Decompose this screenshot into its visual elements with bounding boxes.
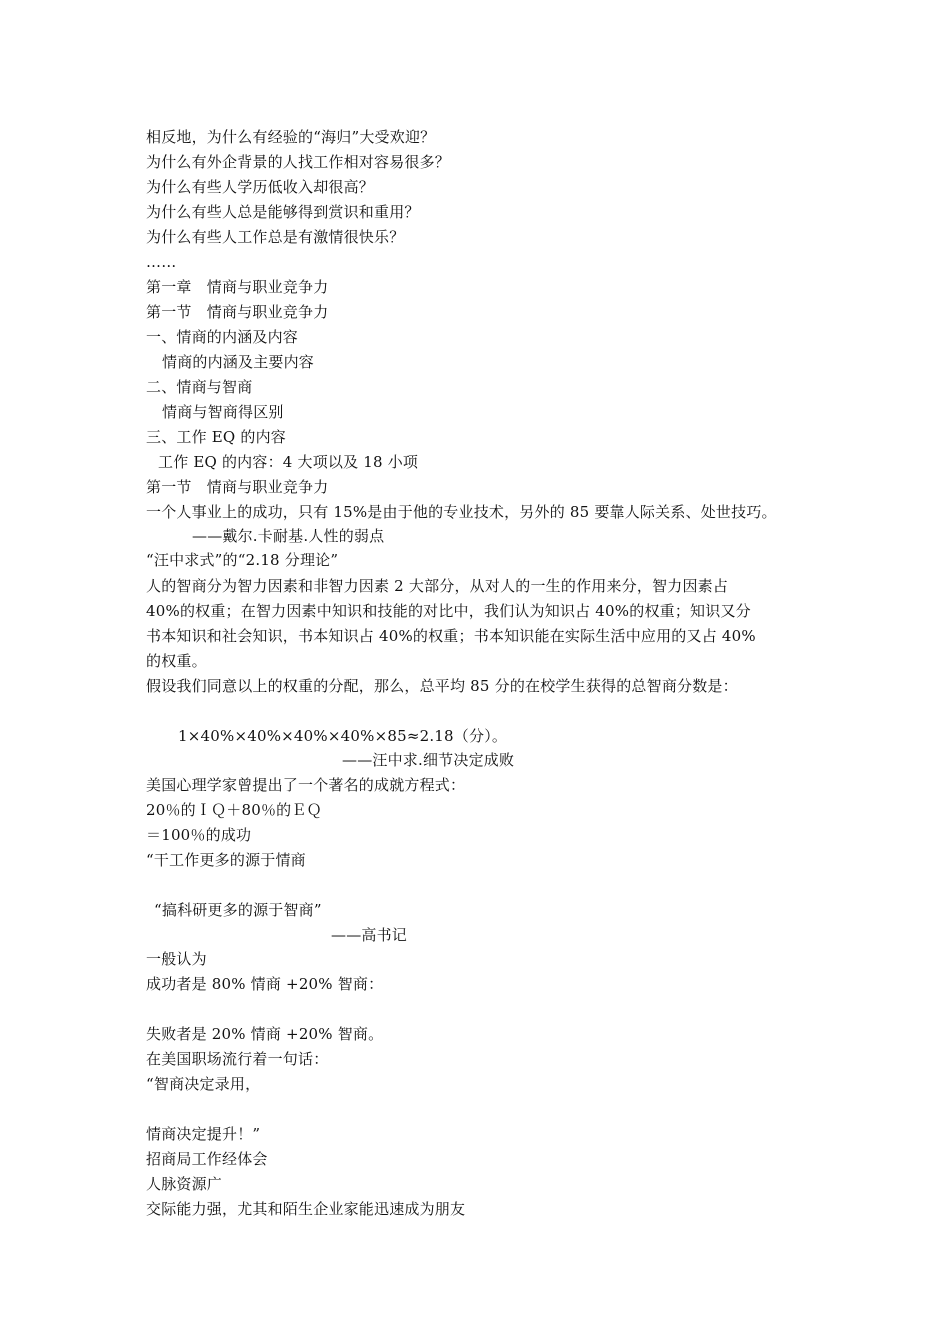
subsection-heading: 二、情商与智商	[146, 378, 253, 396]
text-line: 情商与智商得区别	[162, 403, 284, 421]
text-line: 情商决定提升！”	[146, 1125, 261, 1143]
text-line: 人脉资源广	[146, 1175, 223, 1193]
paragraph-line: 的权重。	[146, 652, 207, 670]
text-line: 招商局工作经体会	[146, 1150, 268, 1168]
subsection-heading: 三、工作 EQ 的内容	[146, 428, 286, 446]
text-line: 失败者是 20% 情商 +20% 智商。	[146, 1025, 384, 1043]
paragraph-line: 假设我们同意以上的权重的分配，那么，总平均 85 分的在校学生获得的总智商分数是：	[146, 677, 738, 695]
text-line: 在美国职场流行着一句话：	[146, 1050, 329, 1068]
quote-attribution: ——汪中求.细节决定成败	[342, 751, 515, 769]
text-line: “干工作更多的源于情商	[146, 851, 306, 869]
quote-attribution: ——戴尔.卡耐基.人性的弱点	[192, 527, 385, 545]
text-line: 为什么有些人总是能够得到赏识和重用？	[146, 203, 420, 221]
text-line: “搞科研更多的源于智商”	[154, 901, 322, 919]
ellipsis: ……	[146, 253, 177, 271]
subsection-heading: 一、情商的内涵及内容	[146, 328, 299, 346]
text-line: 交际能力强，尤其和陌生企业家能迅速成为朋友	[146, 1200, 466, 1218]
paragraph-line: 书本知识和社会知识，书本知识占 40%的权重；书本知识能在实际生活中应用的又占 40%	[146, 627, 756, 645]
text-line: “汪中求式”的“2.18 分理论”	[146, 551, 339, 569]
text-line: 为什么有些人学历低收入却很高？	[146, 178, 375, 196]
text-line: 20％的ＩＱ＋80％的ＥＱ	[146, 801, 322, 819]
text-line: 工作 EQ 的内容：4 大项以及 18 小项	[158, 453, 419, 471]
paragraph-line: 人的智商分为智力因素和非智力因素 2 大部分，从对人的一生的作用来分，智力因素占	[146, 577, 729, 595]
quote-text: 一个人事业上的成功，只有 15%是由于他的专业技术，另外的 85 要靠人际关系、处世技巧。	[146, 503, 777, 521]
section-heading: 第一节 情商与职业竞争力	[146, 478, 329, 496]
text-line: 成功者是 80% 情商 +20% 智商：	[146, 975, 384, 993]
quote-attribution: ——高书记	[331, 926, 408, 944]
text-line: 一般认为	[146, 950, 207, 968]
text-line: 为什么有些人工作总是有激情很快乐？	[146, 228, 405, 246]
section-heading: 第一节 情商与职业竞争力	[146, 303, 329, 321]
text-line: 相反地，为什么有经验的“海归”大受欢迎？	[146, 128, 436, 146]
paragraph-line: 40%的权重；在智力因素中知识和技能的对比中，我们认为知识占 40%的权重；知识又分	[146, 602, 751, 620]
chapter-heading: 第一章 情商与职业竞争力	[146, 278, 329, 296]
text-line: 美国心理学家曾提出了一个著名的成就方程式：	[146, 776, 466, 794]
text-line: “智商决定录用，	[146, 1075, 261, 1093]
text-line: 为什么有外企背景的人找工作相对容易很多？	[146, 153, 451, 171]
text-line: ＝100％的成功	[146, 826, 252, 844]
formula-line: 1×40%×40%×40%×40%×85≈2.18（分）。	[178, 727, 508, 745]
text-line: 情商的内涵及主要内容	[162, 353, 315, 371]
